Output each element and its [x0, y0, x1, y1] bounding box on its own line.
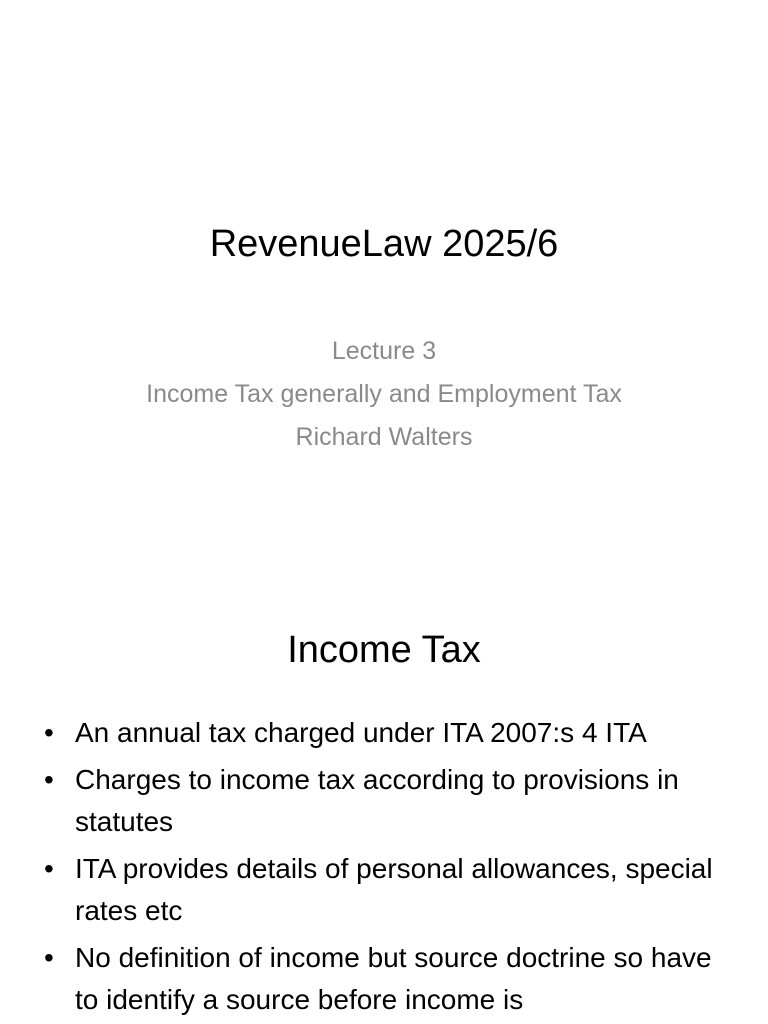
bullet-icon: •	[44, 717, 54, 748]
slide-title: Income Tax	[287, 629, 481, 671]
slide-title: RevenueLaw 2025/6	[209, 223, 559, 265]
bullet-item	[40, 712, 730, 754]
content-slide	[0, 576, 768, 1024]
bullet-list	[40, 712, 730, 1024]
bullet-icon: •	[44, 942, 54, 973]
bullet-item	[40, 848, 730, 932]
subtitle-topic: Income Tax generally and Employment Tax	[146, 380, 622, 408]
bullet-icon: •	[44, 853, 54, 884]
bullet-icon: •	[44, 764, 54, 795]
bullet-item	[40, 759, 730, 843]
bullet-text: An annual tax charged under ITA 2007:s 4 ITA	[75, 717, 647, 748]
bullet-text: No definition of income but source doctrine so have to identify a source before income is	[75, 942, 712, 1015]
bullet-text: ITA provides details of personal allowances, special rates etc	[75, 853, 713, 926]
subtitle-author: Richard Walters	[295, 423, 473, 451]
subtitle-lecture: Lecture 3	[331, 337, 437, 365]
slide-subtitle	[0, 330, 768, 459]
bullet-text: Charges to income tax according to provisions in statutes	[75, 764, 679, 837]
bullet-item	[40, 937, 730, 1021]
